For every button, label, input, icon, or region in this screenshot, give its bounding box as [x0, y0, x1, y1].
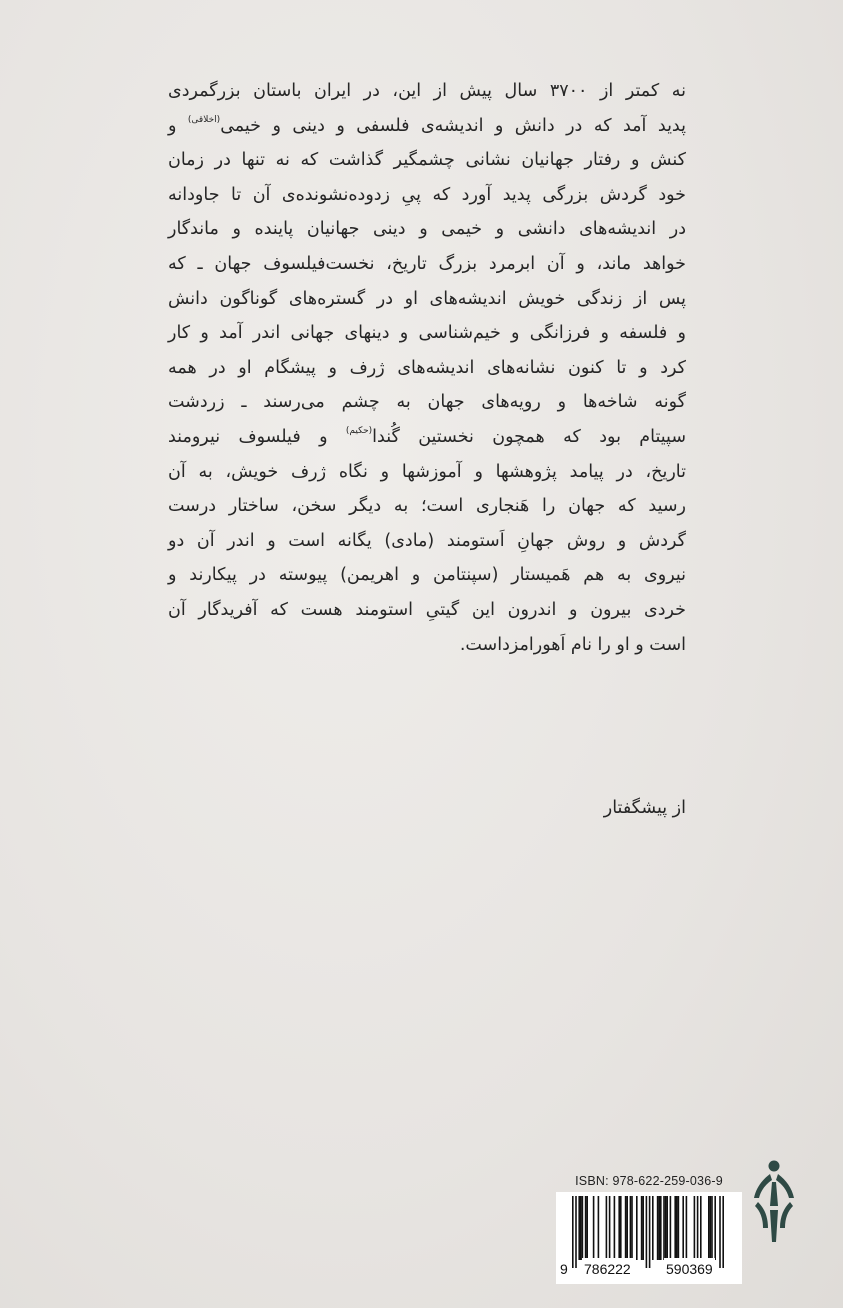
barcode-bar — [625, 1196, 627, 1260]
barcode-bar — [620, 1196, 622, 1260]
barcode-bar — [630, 1196, 632, 1260]
barcode-bar — [710, 1196, 712, 1260]
barcode — [556, 1192, 742, 1284]
blurb-line — [168, 109, 686, 144]
barcode-bar — [642, 1196, 644, 1260]
source-attribution: از پیشگفتار — [603, 798, 686, 818]
blurb-line-tail: و — [168, 115, 188, 136]
blurb-line: نه کمتر از ۳۷۰۰ سال پیش از این، در ایران باستان بزرگمردی — [168, 81, 687, 101]
barcode-bar — [686, 1196, 688, 1260]
barcode-left-group: 786222 — [582, 1258, 633, 1280]
blurb-line: در اندیشه‌های دانشی و خیمی و دینی جهانیان پاینده و ماندگار — [168, 219, 686, 240]
blurb-line-tail: و فیلسوف نیرومند — [168, 426, 346, 447]
blurb-line: گونه شاخه‌ها و رویه‌های جهان به چشم می‌رسند ـ زردشت — [168, 392, 686, 413]
barcode-bar — [593, 1196, 595, 1260]
barcode-bar — [580, 1196, 582, 1260]
barcode-bar — [641, 1196, 643, 1260]
barcode-right-group: 590369 — [664, 1258, 715, 1280]
blurb-line: پس از زندگی خویش اندیشه‌های او در گستره‌های گوناگون دانش — [168, 288, 686, 309]
barcode-bar — [660, 1196, 662, 1260]
barcode-bar — [586, 1196, 588, 1260]
blurb-line: گردش و روش جهانِ اَستومند (مادی) یگانه است و اندر آن دو — [168, 530, 686, 551]
blurb-line: رسید که جهان را هَنجاری است؛ به دیگر سخن، ساختار درست — [168, 496, 686, 517]
barcode-bar — [636, 1196, 638, 1260]
barcode-bar — [606, 1196, 608, 1260]
barcode-bar — [694, 1196, 696, 1260]
blurb-line: تاریخ، در پیامد پژوهشها و آموزشها و نگاه ژرف خویش، به آن — [168, 461, 686, 482]
barcode-bar — [618, 1196, 620, 1260]
barcode-bar — [711, 1196, 713, 1260]
barcode-bar — [609, 1196, 611, 1260]
barcode-bar — [674, 1196, 676, 1260]
barcode-digits — [556, 1258, 742, 1280]
barcode-bar — [678, 1196, 680, 1260]
blurb-line: کنش و رفتار جهانیان نشانی چشمگیر گذاشت که نه تنها در زمان — [168, 150, 686, 171]
barcode-bar — [658, 1196, 660, 1260]
barcode-bar — [666, 1196, 668, 1260]
barcode-first-digit: 9 — [558, 1258, 570, 1280]
footnote-sage: (حکیم) — [345, 426, 373, 437]
blurb-line: خواهد ماند، و آن ابرمرد بزرگ تاریخ، نخست‌فیلسوف جهان ـ که — [168, 253, 686, 274]
blurb-line — [168, 420, 686, 455]
barcode-bar — [582, 1196, 584, 1260]
barcode-bar — [585, 1196, 587, 1260]
barcode-bar — [657, 1196, 659, 1260]
barcode-bar — [714, 1196, 716, 1260]
barcode-bar — [708, 1196, 710, 1260]
blurb-line: خود گردش بزرگی پدید آورد که پیِ زدوده‌نشونده‌ی آن تا جاودانه — [168, 184, 686, 205]
blurb-line-text: پدید آمد که در دانش و اندیشه‌ی فلسفی و دینی و خیمی — [220, 115, 686, 136]
barcode-bar — [676, 1196, 678, 1260]
barcode-bar — [578, 1196, 580, 1260]
barcode-bar — [700, 1196, 702, 1260]
publisher-logo-icon — [750, 1158, 798, 1244]
barcode-bar — [697, 1196, 699, 1260]
blurb-line: خردی بیرون و اندرون این گیتیِ استومند هست که آفریدگار آن — [168, 599, 686, 620]
barcode-bar — [652, 1196, 654, 1260]
blurb-line-text: سپیتام بود که همچون نخستین گُندا — [372, 426, 686, 447]
barcode-bar — [631, 1196, 633, 1260]
isbn-label: ISBN: 978-622-259-036-9 — [575, 1174, 723, 1188]
barcode-bar — [663, 1196, 665, 1260]
barcode-bar — [614, 1196, 616, 1260]
blurb-line: کرد و تا کنون نشانه‌های اندیشه‌های ژرف و پیشگام او در همه — [168, 357, 686, 378]
barcode-bar — [670, 1196, 672, 1260]
barcode-bar — [665, 1196, 667, 1260]
blurb-line: و فلسفه و فرزانگی و خیم‌شناسی و دینهای جهانی اندر آمد و کار — [168, 323, 686, 344]
barcode-bar — [598, 1196, 600, 1260]
barcode-bar — [626, 1196, 628, 1260]
blurb-line: نیروی به هم هَمیستار (سپنتامن و اهریمن) پیوسته در پیکارند و — [168, 565, 686, 586]
blurb-text — [168, 74, 686, 662]
blurb-line: است و او را نام اَهورامزداست. — [459, 634, 686, 655]
barcode-bar — [682, 1196, 684, 1260]
footnote-ethics: (اخلاقی) — [187, 114, 221, 125]
